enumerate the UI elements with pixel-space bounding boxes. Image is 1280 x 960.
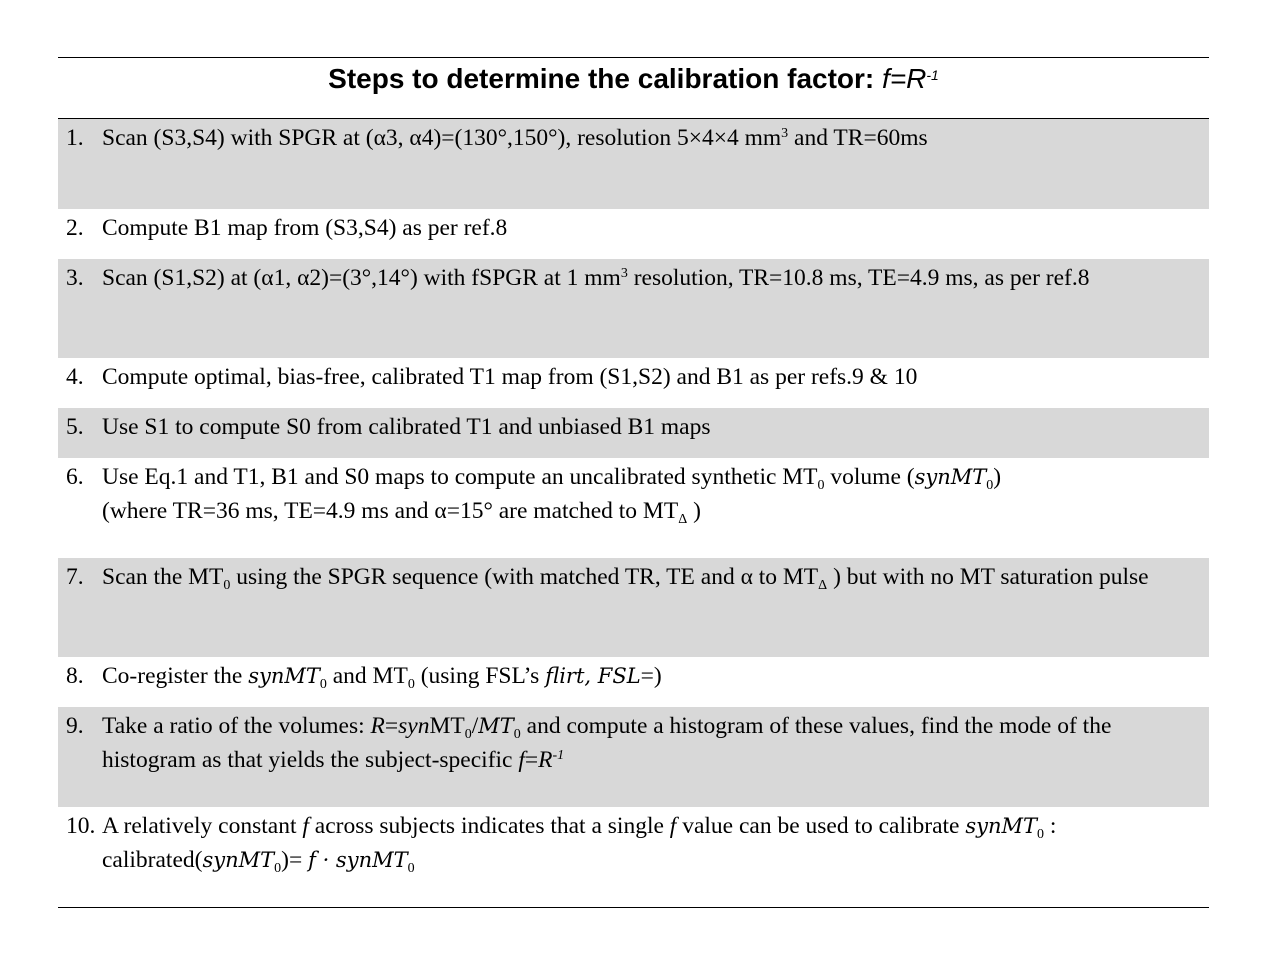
step-text: A relatively constant f across subjects indicates that a single f value can be used to calibrate synMT$_0$ : calibrated(synMT$_0$)= f · synMT$_0$ [102,813,1057,876]
step-number: 10. [66,813,96,839]
step-number: 5. [66,414,84,440]
step-number: 8. [66,663,84,689]
step-row-1 [58,119,1209,209]
step-row-10 [58,807,1209,907]
bottom-rule [58,907,1209,908]
step-text: Scan (S3,S4) with SPGR at (α3, α4)=(130°,150°), resolution 5×4×4 $mm^3$ and TR=60ms [102,125,928,151]
step-number: 4. [66,364,84,390]
title-formula: $f=R^{-1}$ [882,63,939,94]
step-number: 9. [66,713,84,739]
steps-table [58,119,1209,907]
step-number: 6. [66,464,84,490]
table-title [58,62,1209,112]
step-row-2 [58,209,1209,259]
step-text: Co-register the synMT$_0$ and $MT_0$ (using FSL’s flirt, FSL=) [102,663,662,692]
step-text: Scan (S1,S2) at (α1, α2)=(3°,14°) with fSPGR at 1 $mm^3$ resolution, TR=10.8 ms, TE=4.9 ms, as per ref.8 [102,265,1090,291]
step-text: Compute optimal, bias-free, calibrated T1 map from (S1,S2) and B1 as per refs.9 & 10 [102,364,918,390]
step-number: 7. [66,564,84,590]
title-text: Steps to determine the calibration factor: [328,63,875,94]
step-row-5 [58,408,1209,458]
step-number: 1. [66,125,84,151]
top-rule [58,57,1209,58]
step-row-9 [58,707,1209,807]
step-text: Scan the $MT_0$ using the SPGR sequence (with matched TR, TE and α to $MT_\Delta$ ) but with no MT saturation pulse [102,564,1149,593]
step-number: 2. [66,215,84,241]
step-row-4 [58,358,1209,408]
step-number: 3. [66,265,84,291]
step-row-6 [58,458,1209,558]
step-row-8 [58,657,1209,707]
step-text: Take a ratio of the volumes: $R=synMT_0/MT_0$ and compute a histogram of these values, find the mode of the histogram as that yields the subject-specific $f=R^{-1}$ [102,713,1112,773]
step-text: Use Eq.1 and T1, B1 and S0 maps to compute an uncalibrated synthetic $MT_0$ volume (synMT$_0$) (where TR=36 ms, TE=4.9 ms and α=15° are matched to $MT_\Delta$ ) [102,464,1002,527]
step-row-3 [58,259,1209,358]
step-row-7 [58,558,1209,657]
step-text: Compute B1 map from (S3,S4) as per ref.8 [102,215,508,241]
step-text: Use S1 to compute S0 from calibrated T1 and unbiased B1 maps [102,414,711,440]
